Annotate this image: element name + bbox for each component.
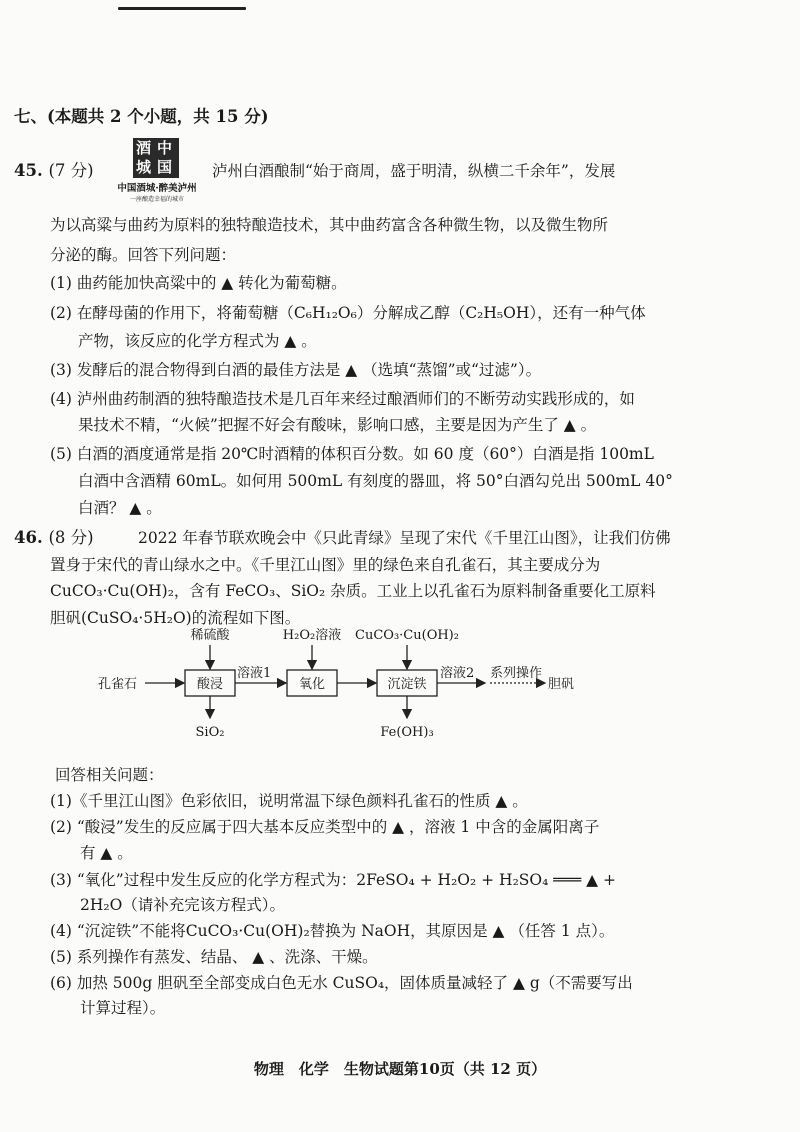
flow-reagent2: H₂O₂溶液 [282, 628, 342, 643]
q46-item-5: (5) 系列操作有蒸发、结晶、 ▲ 、洗涤、干燥。 [50, 948, 378, 966]
q45-item-5a: (5) 白酒的酒度通常是指 20℃时酒精的体积百分数。如 60 度（60°）白酒是指 100mL [50, 445, 654, 463]
q45-item-2b: 产物，该反应的化学方程式为 ▲ 。 [78, 332, 317, 350]
logo-mark: 酒 中 城 国 [133, 138, 179, 178]
logo-tagline: 一座酿造幸福的城市 [129, 196, 184, 203]
q45-intro-1: 泸州白酒酿制“始于商周，盛于明清，纵横二千余年”，发展 [212, 162, 616, 180]
flow-byproduct3: Fe(OH)₃ [380, 725, 434, 740]
page-footer: 物理 化学 生物试题第10页（共 12 页） [253, 1060, 547, 1078]
q46-item-1: (1)《千里江山图》色彩依旧，说明常温下绿色颜料孔雀石的性质 ▲ 。 [50, 792, 528, 810]
q46-intro-3: CuCO₃·Cu(OH)₂，含有 FeCO₃、SiO₂ 杂质。工业上以孔雀石为原料制备重要化工原料 [50, 582, 656, 600]
section-title: 七、(本题共 2 个小题，共 15 分) [14, 107, 269, 126]
q46-item-2a: (2) “酸浸”发生的反应属于四大基本反应类型中的 ▲ ，溶液 1 中含的金属阳离子 [50, 818, 600, 836]
q45-item-4a: (4) 泸州曲药制酒的独特酿造技术是几百年来经过酿酒师们的不断劳动实践形成的，如 [50, 390, 635, 408]
flow-step1: 酸浸 [196, 677, 224, 692]
flow-step3: 沉淀铁 [387, 677, 427, 692]
q45-intro-3: 分泌的酶。回答下列问题： [50, 246, 237, 264]
logo-caption: 中国酒城·醉美泸州 [117, 183, 197, 194]
q46-number: 46. (8 分) [14, 528, 94, 547]
flow-reagent1: 稀硫酸 [190, 628, 230, 643]
q46-item-4: (4) “沉淀铁”不能将CuCO₃·Cu(OH)₂替换为 NaOH，其原因是 ▲ （任答 1 点）。 [50, 922, 615, 940]
q46-intro-1: 2022 年春节联欢晚会中《只此青绿》呈现了宋代《千里江山图》，让我们仿佛 [138, 529, 671, 547]
q45-item-1: (1) 曲药能加快高粱中的 ▲ 转化为葡萄糖。 [50, 274, 347, 292]
q46-item-3a: (3) “氧化”过程中发生反应的化学方程式为：2FeSO₄ + H₂O₂ + H₂SO₄ ═══ ▲ + [50, 871, 617, 889]
flow-product: 胆矾 [548, 677, 575, 692]
flow-solution1: 溶液1 [237, 666, 272, 681]
flow-reagent3: CuCO₃·Cu(OH)₂ [355, 628, 459, 643]
flow-solution2: 溶液2 [440, 666, 475, 681]
process-flow-diagram [90, 615, 610, 745]
q46-item-6a: (6) 加热 500g 胆矾至全部变成白色无水 CuSO₄，固体质量减轻了 ▲ g（不需要写出 [50, 974, 633, 992]
q45-item-3: (3) 发酵后的混合物得到白酒的最佳方法是 ▲ （选填“蒸馏”或“过滤”）。 [50, 361, 542, 379]
flow-series: 系列操作 [490, 666, 543, 681]
q46-answer-prompt: 回答相关问题： [55, 766, 164, 784]
q45-number: 45. (7 分) [14, 161, 94, 180]
q46-item-6b: 计算过程）。 [80, 999, 166, 1017]
flow-step2: 氧化 [298, 677, 326, 692]
q46-intro-4: 胆矾(CuSO₄·5H₂O)的流程如下图。 [50, 609, 301, 627]
q45-item-5b: 白酒中含酒精 60mL。如何用 500mL 有刻度的器皿，将 50°白酒勾兑出 500mL 40° [78, 472, 673, 490]
q46-item-3b: 2H₂O（请补充完该方程式）。 [80, 896, 286, 914]
q45-item-2a: (2) 在酵母菌的作用下，将葡萄糖（C₆H₁₂O₆）分解成乙醇（C₂H₅OH），还有一种气体 [50, 304, 646, 322]
q46-item-2b: 有 ▲ 。 [80, 844, 133, 862]
q46-intro-2: 置身于宋代的青山绿水之中。《千里江山图》里的绿色来自孔雀石，其主要成分为 [50, 556, 601, 574]
flow-byproduct1: SiO₂ [195, 725, 225, 740]
q45-item-4b: 果技术不精，“火候”把握不好会有酸味，影响口感，主要是因为产生了 ▲ 。 [78, 416, 597, 434]
top-rule [118, 7, 246, 10]
flow-input: 孔雀石 [98, 677, 138, 692]
luzhou-logo [105, 138, 209, 210]
q45-intro-2: 为以高粱与曲药为原料的独特酿造技术，其中曲药富含各种微生物，以及微生物所 [50, 216, 609, 234]
q45-item-5c: 白酒？ ▲ 。 [78, 499, 162, 517]
